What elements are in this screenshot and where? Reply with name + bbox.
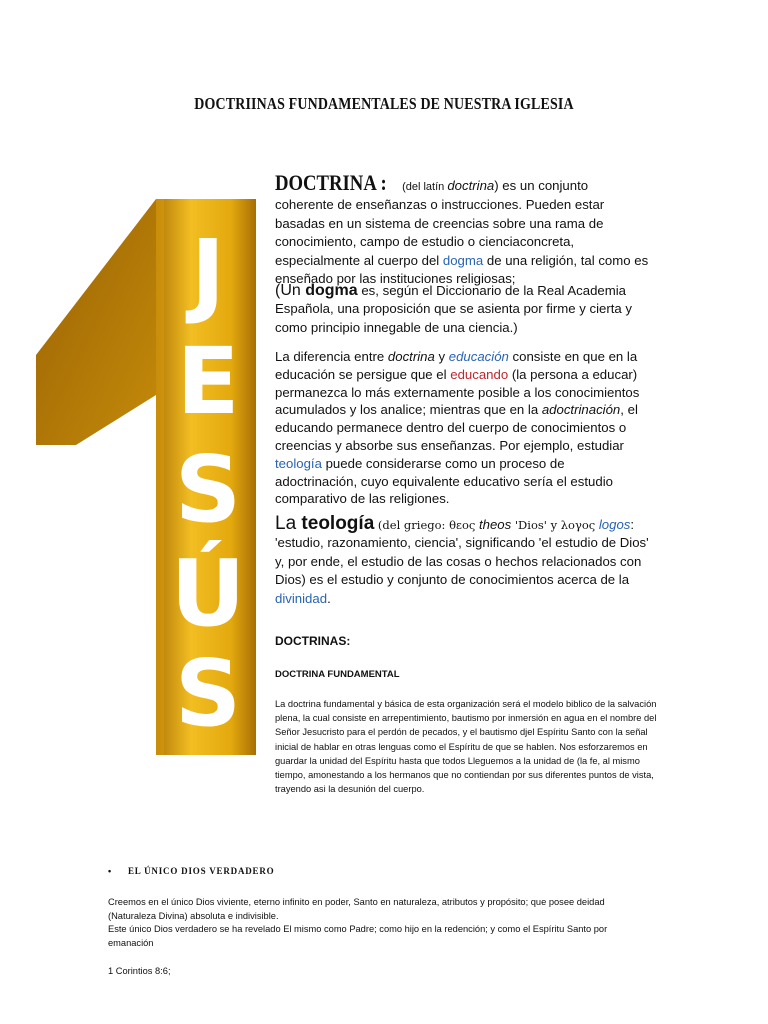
- paragraph-diferencia: La diferencia entre doctrina y educación consiste en que en la educación se persigue que el educando (la persona a educar) permanezca lo más externamente posible a los conocimientos acumulados y los analice; mientras que en la adoctrinación, el educando permanece dentro del cuerpo de conocimientos o creencias y absorbe sus enseñanzas. Por ejemplo, estudiar teología puede considerarse como un proceso de adoctrinación, cuyo equivalente educativo sería el estudio comparativo de las religiones.: [275, 349, 640, 507]
- bible-reference: 1 Corintios 8:6;: [108, 966, 171, 976]
- logo-letter-j: J: [190, 220, 226, 327]
- link-teologia[interactable]: teología: [275, 455, 322, 471]
- link-educando[interactable]: educando: [450, 366, 509, 382]
- logo-letter-s-2: S: [174, 640, 242, 747]
- heading-doctrina-fundamental: DOCTRINA FUNDAMENTAL: [275, 669, 400, 680]
- paragraph-teologia: La teología (del griego: θεος theos 'Dios' y λογος logos: 'estudio, razonamiento, ciencia', significando 'el estudio de Dios' y, por ende, el estudio de las cosas o hechos relacionados con Dios) es el estudio y conjunto de conocimientos acerca de la divinidad.: [275, 513, 649, 606]
- link-educacion[interactable]: educación: [448, 349, 509, 364]
- link-dogma[interactable]: dogma: [442, 252, 484, 268]
- numeral-flag-shape: [36, 199, 156, 445]
- paragraph-unico-dios: Creemos en el único Dios viviente, eterno infinito en poder, Santo en naturaleza, atributos y propósito; que posee deidad (Naturaleza Divina) absoluta e indivisible. Este único Dios verdadero se ha revelado El mismo como Padre; como hijo en la redención; y como el Espíritu Santo por emanación: [108, 897, 608, 948]
- document-title: DOCTRIINAS FUNDAMENTALES DE NUESTRA IGLESIA: [194, 94, 574, 113]
- paragraph-doctrina-fundamental: La doctrina fundamental y básica de esta organización será el modelo biblico de la salvación plena, la cual consiste en arrepentimiento, bautismo por inmersión en agua en el nombre del Señor Jesucristo para el perdón de pecados, y el bautismo djel Espíritu Santo con la señal inicial de hablar en otras lenguas como el Espíritu de que se hablen. Nos esforzaremos en guardar la unidad del Espíritu hasta que todos Lleguemos a la unidad de (la fe, al mismo tiempo, amonestando a los hermanos que no contiendan por sus diferentes puntos de vista, trayendo asi la desunión del cuerpo.: [275, 699, 657, 795]
- logo-letter-s: S: [174, 436, 242, 543]
- bullet-mark: •: [108, 866, 112, 876]
- logo-letter-e: E: [176, 328, 240, 435]
- heading-doctrinas: DOCTRINAS:: [275, 634, 351, 648]
- link-divinidad[interactable]: divinidad: [275, 590, 328, 606]
- jesus-number-one-logo: [28, 195, 268, 765]
- bullet-unico-dios: • EL ÚNICO DIOS VERDADERO: [108, 866, 275, 876]
- link-logos[interactable]: logos: [598, 517, 631, 532]
- paragraph-doctrina: DOCTRINA : (del latín doctrina) es un conjunto coherente de enseñanzas o instrucciones. Pueden estar basadas en un sistema de creencias sobre una rama de conocimiento, campo de estudio o cienciaconcreta, especialmente al cuerpo del dogma de una religión, tal como es enseñado por las instituciones religiosas;: [275, 170, 649, 287]
- logo-letter-u-accent: Ú: [170, 540, 246, 647]
- doctrina-heading: DOCTRINA :: [275, 170, 387, 195]
- paragraph-dogma: (Un dogma es, según el Diccionario de la Real Academia Española, una proposición que se asienta por firme y cierta y como principio innegable de una ciencia.): [275, 282, 632, 335]
